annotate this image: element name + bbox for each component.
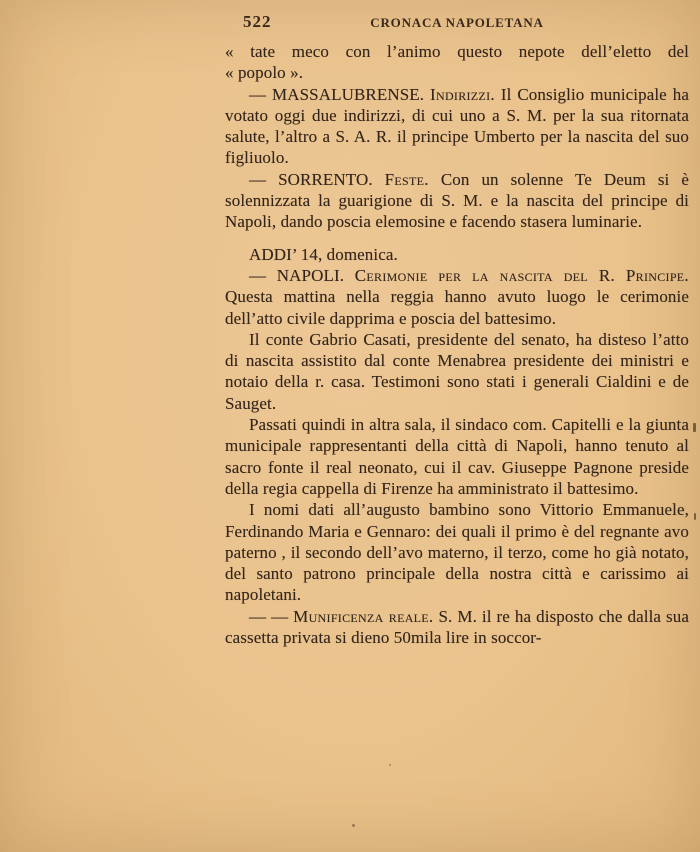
text-block	[225, 12, 689, 648]
scan-speck	[694, 513, 696, 520]
scan-speck	[352, 824, 355, 827]
paragraph-sorrento	[225, 169, 689, 233]
paragraph-dateline: ADDI’ 14, domenica.	[249, 244, 398, 264]
paragraph-casati: Il conte Gabrio Casati, presidente del senato, ha disteso l’atto di nascita assistito dal conte Menabrea presidente dei ministri e notaio della r. casa. Testimoni sono stati i generali Cialdini e de Sauget.	[225, 329, 689, 413]
entry-rubric: Munificenza reale.	[293, 606, 434, 626]
paragraph-massalubrense	[225, 84, 689, 169]
paragraph-munificenza	[225, 606, 689, 649]
entry-lead: — SORRENTO.	[249, 169, 385, 189]
scan-speck	[389, 764, 391, 766]
paragraph-napoli	[225, 265, 689, 329]
quote-line: « tate meco con l’animo questo nepote dell’eletto del	[225, 42, 689, 61]
entry-body: Questa mattina nella reggia hanno avuto luogo le cerimonie dell’atto civile dapprima e poscia del battesimo.	[225, 287, 689, 328]
paragraph-battesimo: Passati quindi in altra sala, il sindaco com. Capitelli e la giunta municipale rappresentanti della città di Napoli, hanno tenuto al sacro fonte il real neonato, cui il cav. Giuseppe Pagnone preside della regia cappella di Firenze ha amministrato il battesimo.	[225, 415, 689, 498]
page-number: 522	[243, 12, 272, 31]
entry-lead: — —	[249, 606, 294, 626]
running-title: CRONACA NAPOLETANA	[370, 15, 544, 30]
entry-lead: — MASSALUBRENSE.	[249, 84, 431, 104]
entry-body: S. M. il re ha disposto che dalla sua cassetta privata si dieno 50mila lire in soccor-	[225, 606, 689, 648]
entry-body: Il Consiglio municipale ha votato oggi due indirizzi, di cui uno a S. M. per la sua ritornata salute, l’altro a S. A. R. il principe Umberto per la nascita del suo figliuolo.	[225, 84, 689, 168]
entry-rubric: Feste.	[384, 169, 429, 189]
page-header	[225, 12, 689, 36]
page-body	[225, 41, 689, 648]
paragraph-quote-continuation	[225, 41, 689, 84]
entry-lead: — NAPOLI.	[249, 265, 355, 285]
quote-line: « popolo ».	[225, 63, 304, 83]
entry-rubric: Cerimonie per la nascita del R. Principe.	[354, 265, 689, 285]
scan-speck	[693, 423, 696, 432]
paragraph-nomi: I nomi dati all’augusto bambino sono Vittorio Emmanuele, Ferdinando Maria e Gennaro: dei quali il primo è del regnante avo paterno , il secondo dell’avo materno, il terzo, come ho già notato, del santo patrono principale della nostra città e carissimo ai napoletani.	[225, 500, 689, 605]
entry-rubric: Indirizzi.	[430, 84, 495, 104]
entry-body: Con un solenne Te Deum si è solennizzata la guarigione di S. M. e la nascita del principe di Napoli, dando poscia elemosine e facendo stasera luminarie.	[225, 169, 689, 232]
